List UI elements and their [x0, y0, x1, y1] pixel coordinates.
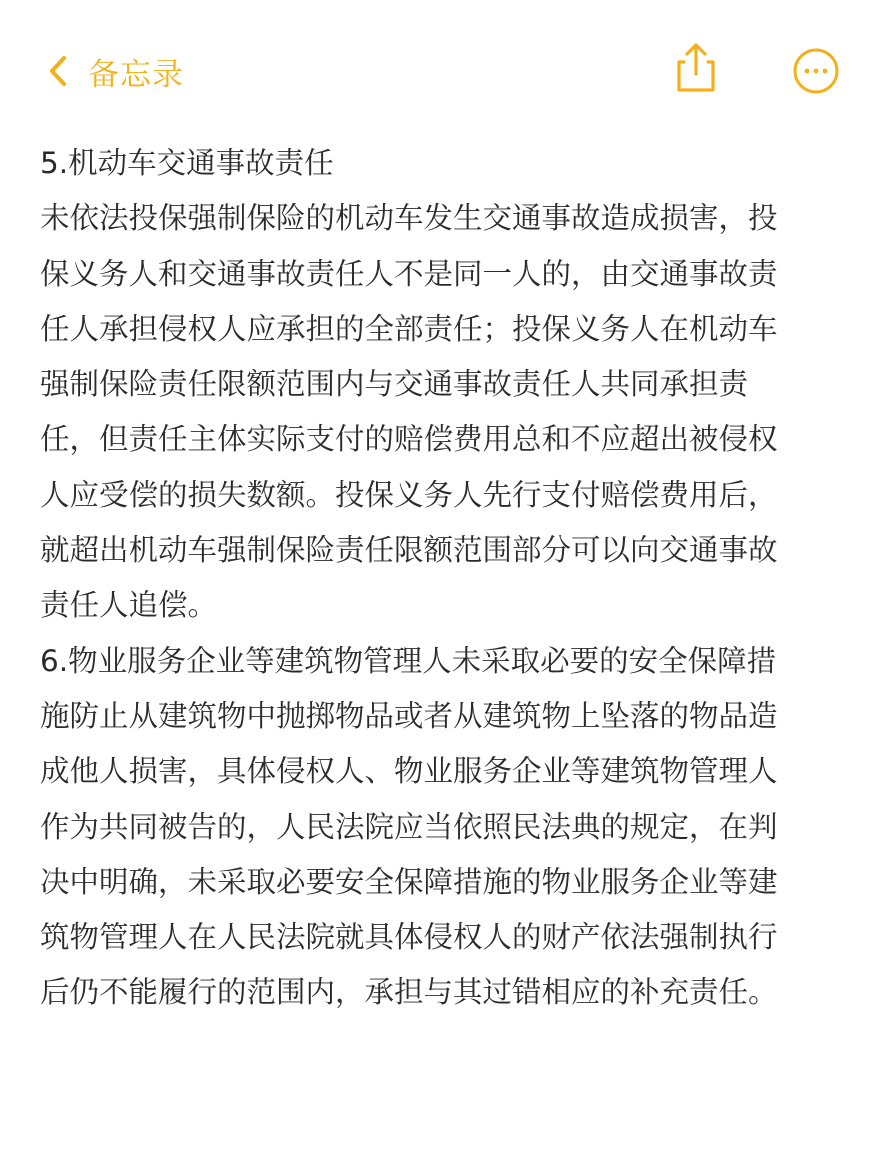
note-line: 保义务人和交通事故责任人不是同一人的，由交通事故责: [40, 256, 778, 291]
note-line: 成他人损害，具体侵权人、物业服务企业等建筑物管理人: [40, 754, 778, 789]
back-label: 备忘录: [88, 56, 184, 93]
back-button[interactable]: [48, 46, 184, 96]
chevron-left-icon: [48, 55, 68, 87]
note-line: 施防止从建筑物中抛掷物品或者从建筑物上坠落的物品造: [40, 698, 778, 733]
note-line: 就超出机动车强制保险责任限额范围部分可以向交通事故: [40, 533, 778, 568]
note-line: 强制保险责任限额范围内与交通事故责任人共同承担责: [40, 367, 749, 402]
note-line: 筑物管理人在人民法院就具体侵权人的财产依法强制执行: [40, 920, 778, 955]
note-line: 6.物业服务企业等建筑物管理人未采取必要的安全保障措: [40, 643, 777, 678]
note-line: 任人承担侵权人应承担的全部责任；投保义务人在机动车: [40, 311, 778, 346]
note-line: 责任人追偿。: [40, 588, 218, 623]
note-line: 人应受偿的损失数额。投保义务人先行支付赔偿费用后，: [40, 477, 778, 512]
share-icon: [672, 40, 720, 96]
navigation-bar: [0, 0, 880, 140]
share-button[interactable]: [672, 40, 720, 96]
note-line: 未依法投保强制保险的机动车发生交通事故造成损害，投: [40, 201, 778, 236]
more-icon: [792, 47, 840, 95]
note-line: 后仍不能履行的范围内，承担与其过错相应的补充责任。: [40, 975, 778, 1010]
note-line: 决中明确，未采取必要安全保障措施的物业服务企业等建: [40, 864, 778, 899]
note-line: 5.机动车交通事故责任: [40, 146, 334, 180]
note-line: 任，但责任主体实际支付的赔偿费用总和不应超出被侵权: [40, 422, 778, 457]
more-button[interactable]: [792, 47, 840, 95]
note-body[interactable]: [40, 136, 840, 1021]
note-line: 作为共同被告的，人民法院应当依照民法典的规定，在判: [40, 809, 778, 844]
